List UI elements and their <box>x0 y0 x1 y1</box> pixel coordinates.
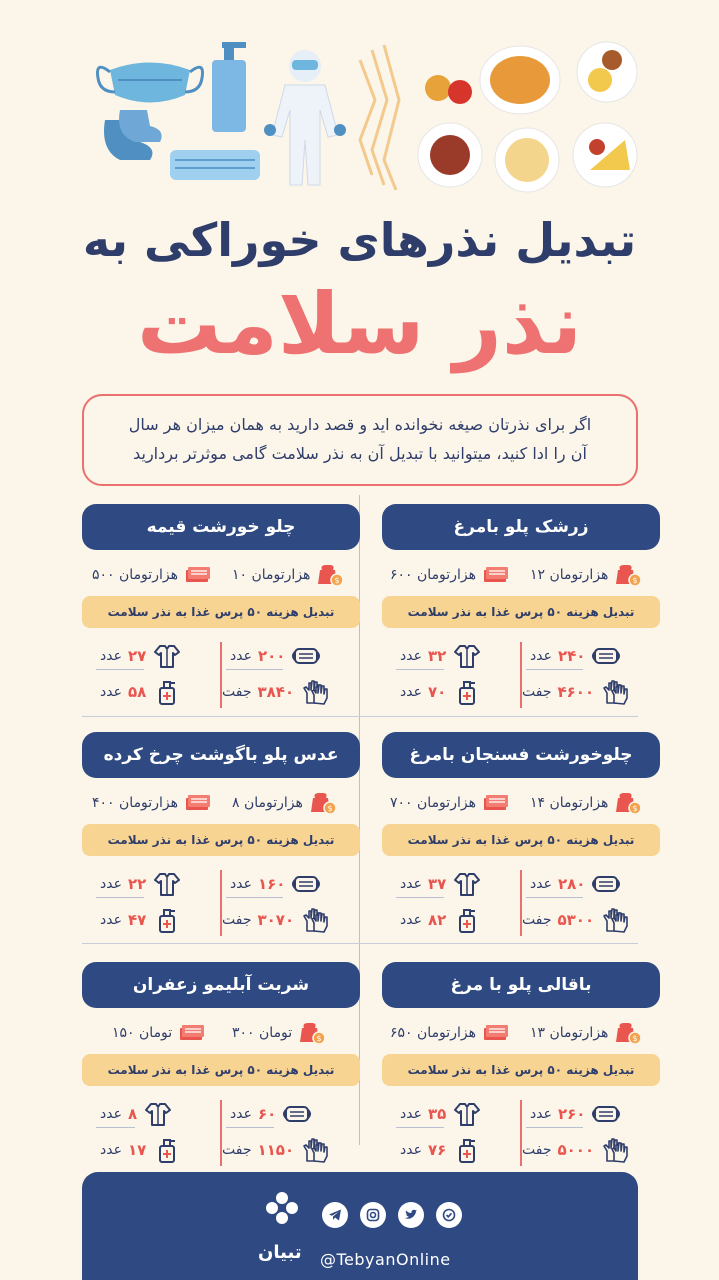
price-fifty-servings-value: ۶۰۰ هزارتومان <box>390 567 476 583</box>
sanitizer-count: عدد ۸۲ <box>400 904 482 936</box>
price-fifty-servings <box>390 562 511 588</box>
items-grid <box>82 1098 360 1174</box>
mask-count: عدد ۲۰۰ <box>230 640 321 672</box>
price-per-serving: ۳۰۰ تومان <box>232 1020 327 1046</box>
money-bag-icon <box>613 1018 643 1048</box>
gloves-icon <box>300 1135 330 1165</box>
money-bag-icon <box>613 560 643 590</box>
food-card <box>82 732 360 947</box>
cash-stack-icon <box>183 560 213 590</box>
protective-suit-icon <box>152 869 182 899</box>
price-row <box>92 790 370 816</box>
price-per-serving: ۱۰ هزارتومان <box>232 562 345 588</box>
glove-count: جفت ۳۸۴۰ <box>222 676 330 708</box>
cash-stack-icon <box>481 788 511 818</box>
hero-illustration <box>0 0 719 200</box>
suit-count: عدد ۳۷ <box>400 868 482 900</box>
items-grid <box>82 868 360 944</box>
suit-count: عدد ۳۵ <box>400 1098 482 1130</box>
card-title: زرشک پلو بامرغ <box>382 504 660 550</box>
sanitizer-bottle-icon <box>152 677 182 707</box>
suit-count: عدد ۳۲ <box>400 640 482 672</box>
cash-stack-icon <box>481 1018 511 1048</box>
verified-link[interactable] <box>436 1202 462 1228</box>
cash-stack-icon <box>177 1018 207 1048</box>
sanitizer-count: عدد ۷۶ <box>400 1134 482 1166</box>
face-mask-icon <box>282 1099 312 1129</box>
cash-stack-icon <box>481 560 511 590</box>
sanitizer-count: عدد ۱۷ <box>100 1134 182 1166</box>
food-card <box>360 504 638 719</box>
suit-count: عدد ۲۷ <box>100 640 182 672</box>
social-handle[interactable]: @TebyanOnline <box>320 1250 451 1269</box>
card-title: باقالی پلو با مرغ <box>382 962 660 1008</box>
tebyan-logo-icon <box>262 1190 302 1230</box>
protective-suit-icon <box>152 641 182 671</box>
items-grid <box>382 1098 660 1174</box>
gloves-icon <box>600 677 630 707</box>
card-title: چلو خورشت قیمه <box>82 504 360 550</box>
price-fifty-servings: ۷۰۰ هزارتومان <box>390 790 511 816</box>
conversion-banner: تبدیل هزینه ۵۰ پرس غذا به نذر سلامت <box>382 596 660 628</box>
face-mask-icon <box>98 63 203 103</box>
gloves-icon <box>300 677 330 707</box>
gloves-icon <box>600 905 630 935</box>
card-title: چلوخورشت فسنجان بامرغ <box>382 732 660 778</box>
logo-text: تبیان <box>258 1242 302 1263</box>
sanitizer-bottle-icon <box>212 42 246 132</box>
gloves-icon <box>300 905 330 935</box>
surgical-mask-icon <box>170 150 260 180</box>
sanitizer-bottle-icon <box>152 1135 182 1165</box>
gloves-icon <box>600 1135 630 1165</box>
items-grid <box>382 868 660 944</box>
sanitizer-bottle-icon <box>452 677 482 707</box>
items-grid <box>382 640 660 716</box>
price-fifty-servings: ۵۰۰ هزارتومان <box>92 562 213 588</box>
sanitizer-count: عدد ۵۸ <box>100 676 182 708</box>
instagram-link[interactable] <box>360 1202 386 1228</box>
price-row <box>92 562 370 588</box>
divider-strokes <box>360 45 399 190</box>
food-card <box>82 962 360 1177</box>
conversion-banner: تبدیل هزینه ۵۰ پرس غذا به نذر سلامت <box>82 824 360 856</box>
food-card <box>360 732 638 947</box>
intro-line2: آن را ادا کنید، میتوانید با تبدیل آن به نذر سلامت گامی موثرتر بردارید <box>133 444 587 463</box>
page-title-line2: نذر سلامت <box>137 275 582 373</box>
price-row <box>390 1020 668 1046</box>
suit-count: عدد ۸ <box>100 1098 173 1130</box>
price-fifty-servings: ۴۰۰ هزارتومان <box>92 790 213 816</box>
conversion-banner: تبدیل هزینه ۵۰ پرس غذا به نذر سلامت <box>82 596 360 628</box>
sanitizer-count: عدد ۴۷ <box>100 904 182 936</box>
price-row <box>92 1020 370 1046</box>
twitter-icon <box>404 1208 418 1222</box>
footer <box>82 1172 638 1280</box>
intro-line1: اگر برای نذرتان صیغه نخوانده اید و قصد دارید به همان میزان هر سال <box>128 415 592 434</box>
price-fifty-servings: ۶۵۰ هزارتومان <box>390 1020 511 1046</box>
food-card <box>360 962 638 1177</box>
protective-suit-icon <box>452 1099 482 1129</box>
sanitizer-bottle-icon <box>452 1135 482 1165</box>
mask-count: عدد ۲۶۰ <box>530 1098 621 1130</box>
card-title: شربت آبلیمو زعفران <box>82 962 360 1008</box>
shoe-cover-icon <box>104 110 162 160</box>
money-bag-icon <box>297 1018 327 1048</box>
price-row <box>390 790 668 816</box>
protective-suit-icon <box>264 50 346 185</box>
money-bag-icon <box>315 560 345 590</box>
price-fifty-servings: ۱۵۰ تومان <box>112 1020 207 1046</box>
face-mask-icon <box>291 869 321 899</box>
price-per-serving: ۱۴ هزارتومان <box>530 790 643 816</box>
glove-count: جفت ۵۰۰۰ <box>522 1134 630 1166</box>
price-per-serving <box>530 562 643 588</box>
protective-suit-icon <box>143 1099 173 1129</box>
telegram-icon <box>328 1208 342 1222</box>
conversion-banner: تبدیل هزینه ۵۰ پرس غذا به نذر سلامت <box>82 1054 360 1086</box>
food-card <box>82 504 360 719</box>
food-plates-icon <box>418 42 637 192</box>
money-bag-icon <box>308 788 338 818</box>
verified-badge-icon <box>442 1208 456 1222</box>
items-grid <box>82 640 360 716</box>
mask-count: عدد ۲۴۰ <box>530 640 621 672</box>
face-mask-icon <box>591 869 621 899</box>
face-mask-icon <box>591 1099 621 1129</box>
face-mask-icon <box>291 641 321 671</box>
sanitizer-count: عدد ۷۰ <box>400 676 482 708</box>
sanitizer-bottle-icon <box>452 905 482 935</box>
conversion-banner: تبدیل هزینه ۵۰ پرس غذا به نذر سلامت <box>382 1054 660 1086</box>
glove-count: جفت ۵۳۰۰ <box>522 904 630 936</box>
instagram-icon <box>366 1208 380 1222</box>
conversion-banner: تبدیل هزینه ۵۰ پرس غذا به نذر سلامت <box>382 824 660 856</box>
price-row <box>390 562 668 588</box>
protective-suit-icon <box>452 641 482 671</box>
intro-box <box>82 394 638 486</box>
card-title: عدس پلو باگوشت چرخ کرده <box>82 732 360 778</box>
twitter-link[interactable] <box>398 1202 424 1228</box>
suit-count: عدد ۲۲ <box>100 868 182 900</box>
glove-count: جفت ۴۶۰۰ <box>522 676 630 708</box>
mask-count: عدد ۶۰ <box>230 1098 312 1130</box>
mask-count: عدد ۱۶۰ <box>230 868 321 900</box>
glove-count: جفت ۱۱۵۰ <box>222 1134 330 1166</box>
price-per-serving: ۸ هزارتومان <box>232 790 338 816</box>
glove-count: جفت ۳۰۷۰ <box>222 904 330 936</box>
price-per-serving: ۱۳ هزارتومان <box>530 1020 643 1046</box>
sanitizer-bottle-icon <box>152 905 182 935</box>
cash-stack-icon <box>183 788 213 818</box>
money-bag-icon <box>613 788 643 818</box>
page-title-line1: تبدیل نذرهای خوراکی به <box>82 213 637 267</box>
face-mask-icon <box>591 641 621 671</box>
mask-count: عدد ۲۸۰ <box>530 868 621 900</box>
price-per-serving-value: ۱۲ هزارتومان <box>530 567 609 583</box>
protective-suit-icon <box>452 869 482 899</box>
telegram-link[interactable] <box>322 1202 348 1228</box>
